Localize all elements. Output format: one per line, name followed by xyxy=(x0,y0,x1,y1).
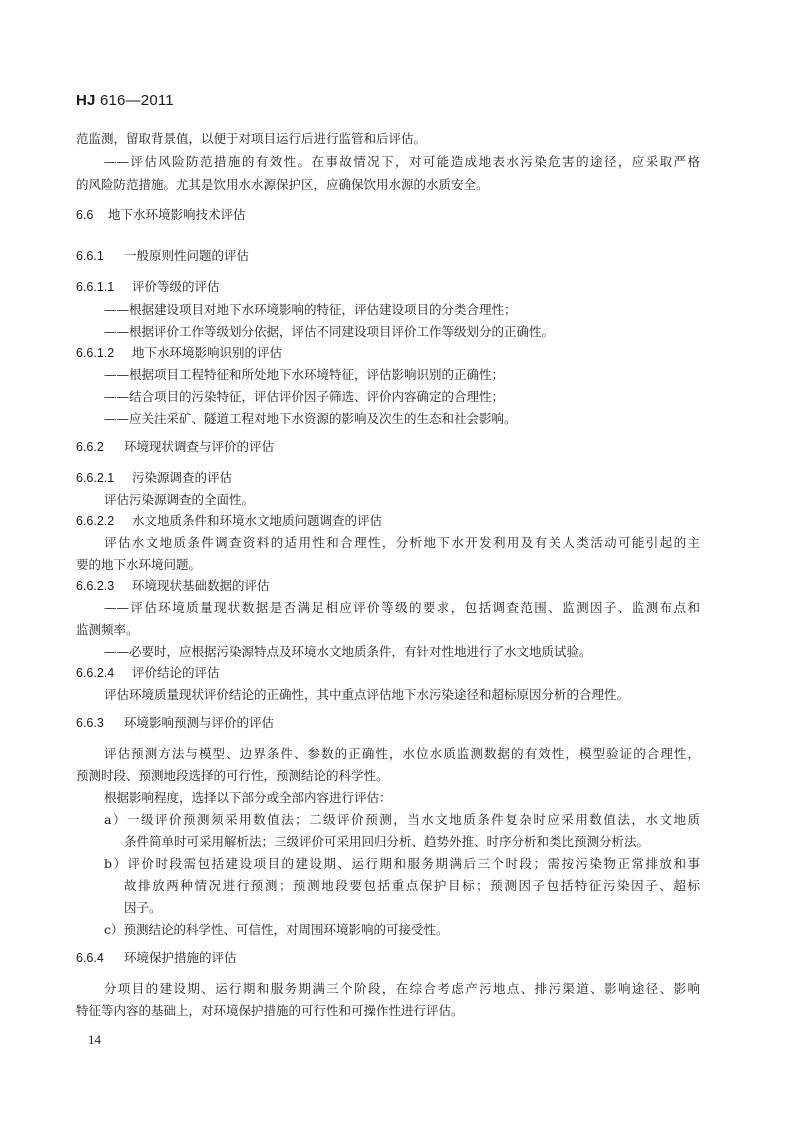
list-item-b: b）评价时段需包括建设项目的建设期、运行期和服务期满后三个时段；需按污染物正常排放和事 xyxy=(104,856,700,871)
paragraph-line: 根据影响程度，选择以下部分或全部内容进行评估： xyxy=(104,790,392,805)
bullet-item: ——根据项目工程特征和所处地下水环境特征，评估影响识别的正确性； xyxy=(104,367,505,382)
section-heading-6-6: 6.6 地下水环境影响技术评估 xyxy=(76,207,246,222)
bullet-item: ——必要时，应根据污染源特点及环境水文地质条件，有针对性地进行了水文地质试验。 xyxy=(104,644,592,659)
paragraph-line: 评估污染源调查的全面性。 xyxy=(104,492,255,507)
paragraph-line: 评估预测方法与模型、边界条件、参数的正确性，水位水质监测数据的有效性，模型验证的合理性， xyxy=(104,746,700,761)
bullet-item-cont: 监测频率。 xyxy=(76,622,139,637)
paragraph-line: 预测时段、预测地段选择的可行性，预测结论的科学性。 xyxy=(76,768,389,783)
bullet-item: ——根据评价工作等级划分依据，评估不同建设项目评价工作等级划分的正确性。 xyxy=(104,324,555,339)
standard-code: HJ xyxy=(76,92,96,109)
intro-line: 范监测，留取背景值，以便于对项目运行后进行监管和后评估。 xyxy=(76,131,427,146)
list-item-c: c）预测结论的科学性、可信性，对周围环境影响的可接受性。 xyxy=(104,922,449,937)
bullet-item: ——评估环境质量现状数据是否满足相应评价等级的要求，包括调查范围、监测因子、监测布点和 xyxy=(104,600,700,615)
paragraph-line: 特征等内容的基础上，对环境保护措施的可行性和可操作性进行评估。 xyxy=(76,1003,464,1018)
clause-heading-6-6-1-2: 6.6.1.2 地下水环境影响识别的评估 xyxy=(76,345,283,360)
section-heading-6-6-2: 6.6.2 环境现状调查与评价的评估 xyxy=(76,439,275,454)
intro-line: 的风险防范措施。尤其是饮用水水源保护区，应确保饮用水源的水质安全。 xyxy=(76,177,489,192)
bullet-item: ——应关注采矿、隧道工程对地下水资源的影响及次生的生态和社会影响。 xyxy=(104,411,517,426)
list-item-b-cont: 故排放两种情况进行预测；预测地段要包括重点保护目标；预测因子包括特征污染因子、超标 xyxy=(124,878,700,893)
page-number: 14 xyxy=(88,1032,101,1047)
clause-heading-6-6-2-1: 6.6.2.1 污染源调查的评估 xyxy=(76,470,233,485)
bullet-item: ——根据建设项目对地下水环境影响的特征，评估建设项目的分类合理性； xyxy=(104,302,517,317)
paragraph-line: 分项目的建设期、运行期和服务期满三个阶段，在综合考虑产污地点、排污渠道、影响途径、影响 xyxy=(104,981,700,996)
section-heading-6-6-4: 6.6.4 环境保护措施的评估 xyxy=(76,950,237,965)
section-heading-6-6-1: 6.6.1 一般原则性问题的评估 xyxy=(76,248,250,263)
list-item-a: a）一级评价预测须采用数值法；二级评价预测，当水文地质条件复杂时应采用数值法，水文地质 xyxy=(104,812,700,827)
paragraph-line: 评估环境质量现状评价结论的正确性，其中重点评估地下水污染途径和超标原因分析的合理性。 xyxy=(104,687,630,702)
list-item-b-cont: 因子。 xyxy=(124,900,162,915)
page-header xyxy=(76,92,174,109)
list-item-a-cont: 条件简单时可采用解析法；三级评价可采用回归分析、趋势外推、时序分析和类比预测分析法。 xyxy=(124,834,650,849)
standard-number: 616—2011 xyxy=(99,92,174,109)
section-heading-6-6-3: 6.6.3 环境影响预测与评价的评估 xyxy=(76,715,275,730)
clause-heading-6-6-2-4: 6.6.2.4 评价结论的评估 xyxy=(76,665,220,680)
paragraph-line: 评估水文地质条件调查资料的适用性和合理性，分析地下水开发利用及有关人类活动可能引起的主 xyxy=(104,535,700,550)
clause-heading-6-6-2-3: 6.6.2.3 环境现状基础数据的评估 xyxy=(76,578,270,593)
paragraph-line: 要的地下水环境问题。 xyxy=(76,557,202,572)
bullet-item: ——结合项目的污染特征，评估评价因子筛选、评价内容确定的合理性； xyxy=(104,389,505,404)
intro-bullet: ——评估风险防范措施的有效性。在事故情况下，对可能造成地表水污染危害的途径，应采取严格 xyxy=(104,154,700,169)
clause-heading-6-6-1-1: 6.6.1.1 评价等级的评估 xyxy=(76,279,220,294)
clause-heading-6-6-2-2: 6.6.2.2 水文地质条件和环境水文地质问题调查的评估 xyxy=(76,513,383,528)
